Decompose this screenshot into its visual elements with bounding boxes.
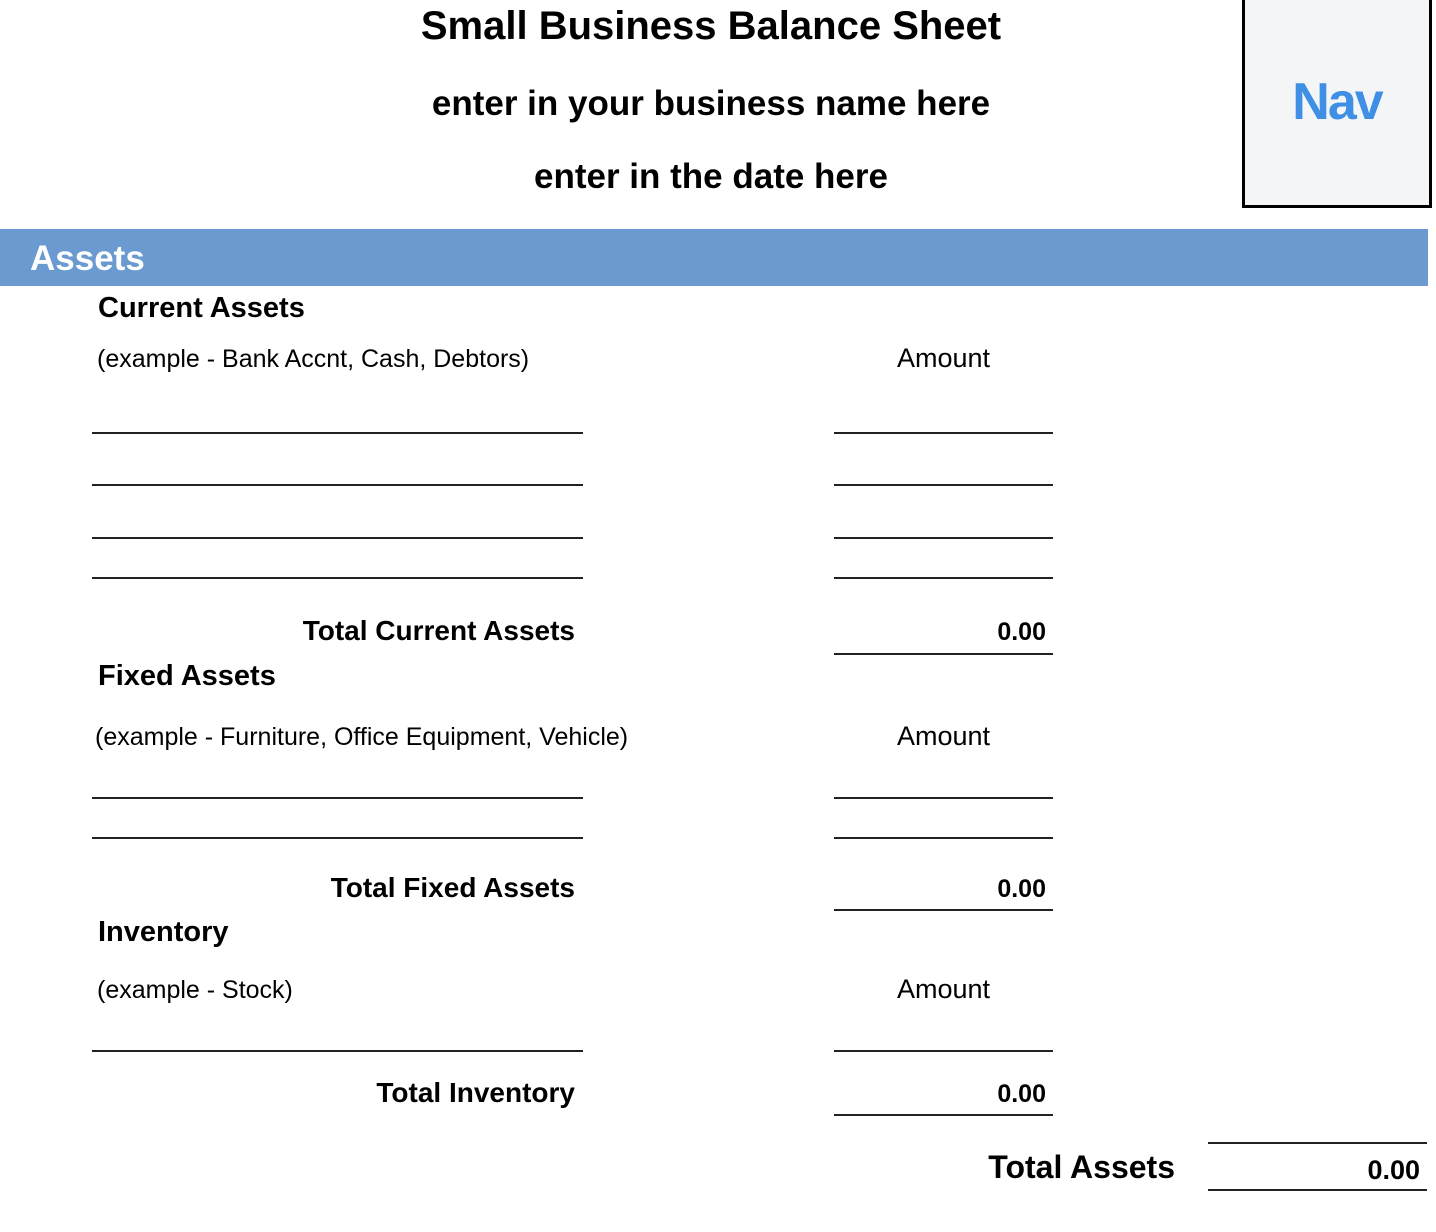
fixed-item-amount-input[interactable] bbox=[834, 797, 1053, 799]
divider bbox=[1208, 1189, 1427, 1191]
total-fixed-assets-value: 0.00 bbox=[997, 875, 1046, 903]
current-item-name-input[interactable] bbox=[92, 484, 583, 486]
inventory-heading: Inventory bbox=[98, 916, 229, 948]
inventory-item-name-input[interactable] bbox=[92, 1050, 583, 1052]
fixed-assets-example: (example - Furniture, Office Equipment, Vehicle) bbox=[95, 723, 629, 751]
current-item-amount-input[interactable] bbox=[834, 537, 1053, 539]
total-assets-label: Total Assets bbox=[988, 1149, 1175, 1185]
current-item-name-input[interactable] bbox=[92, 577, 583, 579]
total-current-assets-value: 0.00 bbox=[997, 618, 1046, 646]
fixed-amount-header: Amount bbox=[896, 721, 991, 751]
current-item-amount-input[interactable] bbox=[834, 432, 1053, 434]
divider bbox=[1208, 1142, 1427, 1144]
fixed-assets-heading: Fixed Assets bbox=[98, 660, 276, 692]
assets-section-header bbox=[0, 229, 1428, 286]
divider bbox=[834, 653, 1053, 655]
total-inventory-label: Total Inventory bbox=[376, 1077, 575, 1108]
current-item-name-input[interactable] bbox=[92, 537, 583, 539]
nav-logo bbox=[1242, 0, 1432, 208]
inventory-item-amount-input[interactable] bbox=[834, 1050, 1053, 1052]
fixed-item-amount-input[interactable] bbox=[834, 837, 1053, 839]
current-amount-header: Amount bbox=[896, 343, 991, 373]
fixed-item-name-input[interactable] bbox=[92, 837, 583, 839]
assets-label: Assets bbox=[30, 239, 145, 278]
current-item-name-input[interactable] bbox=[92, 432, 583, 434]
current-assets-heading: Current Assets bbox=[98, 292, 305, 324]
current-item-amount-input[interactable] bbox=[834, 577, 1053, 579]
divider bbox=[834, 1114, 1053, 1116]
current-item-amount-input[interactable] bbox=[834, 484, 1053, 486]
total-current-assets-label: Total Current Assets bbox=[302, 615, 575, 646]
current-assets-example: (example - Bank Accnt, Cash, Debtors) bbox=[97, 345, 530, 373]
date-field[interactable]: enter in the date here bbox=[534, 157, 888, 196]
business-name-field[interactable]: enter in your business name here bbox=[431, 84, 991, 123]
total-fixed-assets-label: Total Fixed Assets bbox=[330, 872, 575, 903]
fixed-item-name-input[interactable] bbox=[92, 797, 583, 799]
total-assets-value: 0.00 bbox=[1367, 1155, 1420, 1185]
logo-text: Nav bbox=[1292, 73, 1382, 131]
total-inventory-value: 0.00 bbox=[997, 1080, 1046, 1108]
inventory-example: (example - Stock) bbox=[97, 976, 293, 1004]
divider bbox=[834, 909, 1053, 911]
inventory-amount-header: Amount bbox=[896, 974, 991, 1004]
page-title: Small Business Balance Sheet bbox=[420, 4, 1002, 48]
